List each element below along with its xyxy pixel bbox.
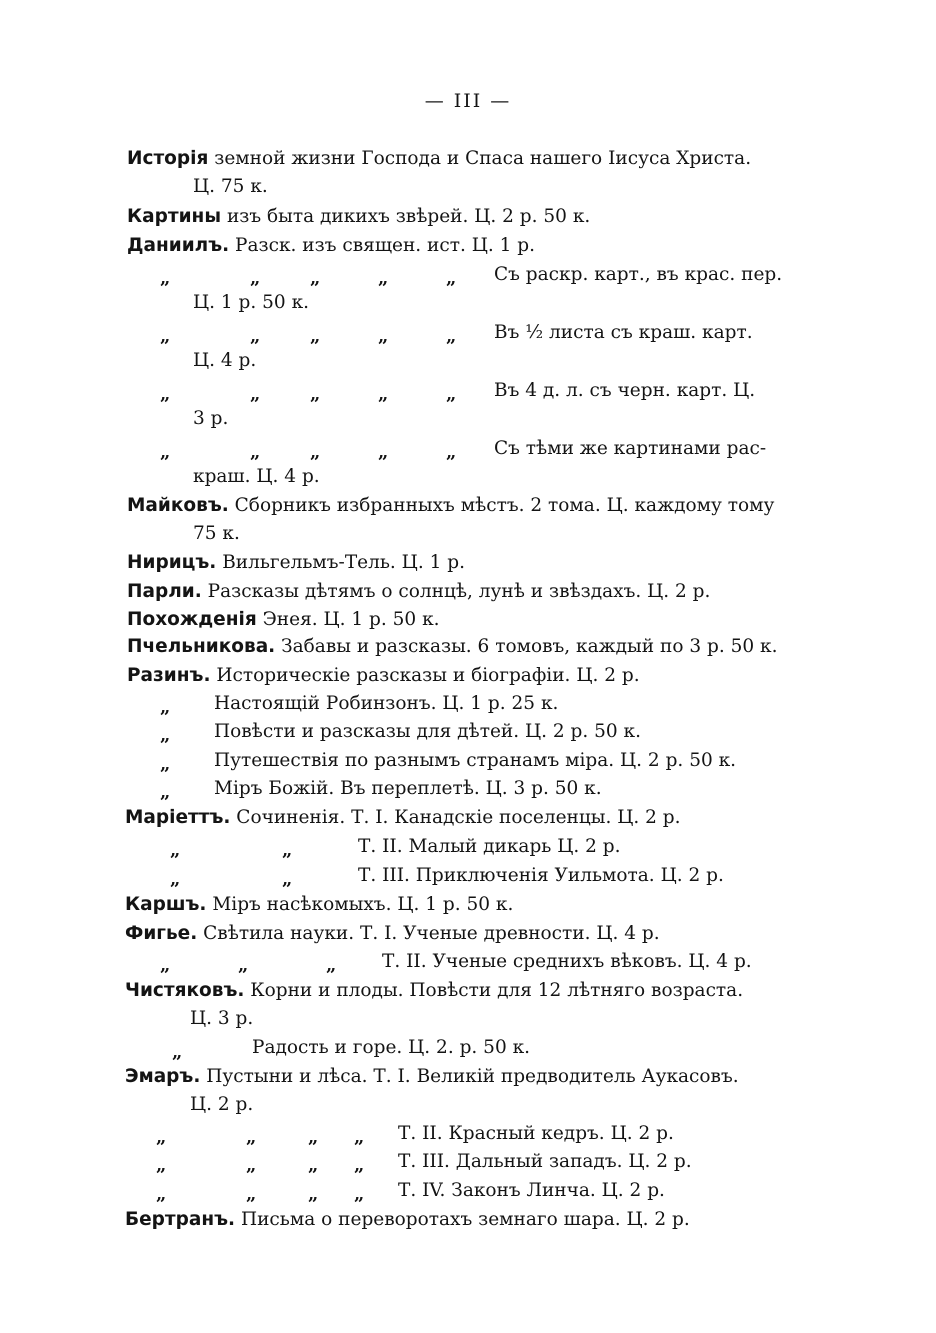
catalog-entry (127, 494, 774, 518)
catalog-entry (127, 580, 710, 604)
entry-text: Въ ½ листа съ краш. карт. (494, 322, 753, 343)
entry-author: Эмаръ. (125, 1066, 201, 1087)
ditto-mark: „ (446, 326, 457, 347)
ditto-mark: „ (160, 442, 171, 463)
ditto-mark: „ (310, 268, 321, 289)
ditto-mark: „ (354, 1127, 365, 1148)
entry-continuation: Ц. 4 р. (193, 350, 257, 371)
entry-text: Т. III. Приключенія Уильмота. Ц. 2 р. (358, 865, 724, 886)
ditto-mark: „ (378, 326, 389, 347)
ditto-mark: „ (172, 1042, 183, 1063)
ditto-mark: „ (446, 442, 457, 463)
ditto-mark: „ (250, 384, 261, 405)
ditto-mark: „ (250, 268, 261, 289)
entry-text: Вильгельмъ-Тель. Ц. 1 р. (222, 552, 465, 573)
catalog-entry (127, 664, 640, 688)
ditto-mark: „ (308, 1184, 319, 1205)
entry-author: Фигье. (125, 923, 198, 944)
ditto-mark: „ (308, 1155, 319, 1176)
entry-text: Т. II. Красный кедръ. Ц. 2 р. (398, 1123, 674, 1144)
entry-text: изъ быта дикихъ звѣрей. Ц. 2 р. 50 к. (226, 206, 591, 227)
ditto-mark: „ (446, 384, 457, 405)
entry-continuation: Ц. 1 р. 50 к. (193, 292, 310, 313)
entry-text: Т. III. Дальный западъ. Ц. 2 р. (398, 1151, 692, 1172)
entry-text: Сборникъ избранныхъ мѣстъ. 2 тома. Ц. каждому тому (234, 495, 775, 516)
entry-text: Забавы и разсказы. 6 томовъ, каждый по 3 р. 50 к. (281, 636, 778, 657)
catalog-entry (127, 147, 805, 171)
ditto-mark: „ (156, 1155, 167, 1176)
entry-text: Разсказы дѣтямъ о солнцѣ, лунѣ и звѣздахъ. Ц. 2 р. (207, 581, 711, 602)
entry-text: Сочиненія. Т. I. Канадскіе поселенцы. Ц. 2 р. (236, 807, 681, 828)
catalog-entry (127, 608, 440, 632)
entry-author: Даниилъ. (127, 235, 230, 256)
entry-text: Корни и плоды. Повѣсти для 12 лѣтняго возраста. (250, 980, 744, 1001)
entry-text: Разск. изъ священ. ист. Ц. 1 р. (235, 235, 536, 256)
catalog-entry (125, 979, 743, 1003)
ditto-mark: „ (354, 1155, 365, 1176)
entry-author: Чистяковъ. (125, 980, 245, 1001)
ditto-mark: „ (160, 268, 171, 289)
entry-author: Нирицъ. (127, 552, 217, 573)
entry-text: Настоящій Робинзонъ. Ц. 1 р. 25 к. (214, 693, 559, 714)
ditto-mark: „ (310, 442, 321, 463)
entry-author: Каршъ. (125, 894, 207, 915)
ditto-mark: „ (308, 1127, 319, 1148)
entry-author: Разинъ. (127, 665, 211, 686)
entry-text: Т. IV. Законъ Линча. Ц. 2 р. (398, 1180, 665, 1201)
entry-text: Радость и горе. Ц. 2. р. 50 к. (252, 1037, 531, 1058)
catalog-entry (125, 1208, 690, 1232)
ditto-mark: „ (170, 840, 181, 861)
entry-continuation: краш. Ц. 4 р. (193, 466, 320, 487)
ditto-mark: „ (326, 955, 337, 976)
ditto-mark: „ (446, 268, 457, 289)
catalog-entry (125, 893, 513, 917)
ditto-mark: „ (160, 326, 171, 347)
entry-text: Историческіе разсказы и біографіи. Ц. 2 р. (216, 665, 640, 686)
catalog-entry (127, 234, 535, 258)
entry-text: земной жизни Господа и Спаса нашего Іисуса Христа. (214, 148, 752, 169)
ditto-mark: „ (160, 725, 171, 746)
ditto-mark: „ (282, 869, 293, 890)
catalog-entry (125, 806, 681, 830)
entry-continuation: Ц. 3 р. (190, 1008, 254, 1029)
ditto-mark: „ (250, 326, 261, 347)
entry-continuation: Ц. 75 к. (193, 176, 268, 197)
entry-text: Т. II. Ученые среднихъ вѣковъ. Ц. 4 р. (382, 951, 752, 972)
ditto-mark: „ (378, 442, 389, 463)
entry-author: Майковъ. (127, 495, 229, 516)
ditto-mark: „ (310, 326, 321, 347)
entry-text: Съ тѣми же картинами рас- (494, 438, 767, 459)
entry-author: Бертранъ. (125, 1209, 236, 1230)
ditto-mark: „ (156, 1184, 167, 1205)
ditto-mark: „ (160, 754, 171, 775)
ditto-mark: „ (354, 1184, 365, 1205)
catalog-entry (127, 551, 465, 575)
entry-text: Повѣсти и разсказы для дѣтей. Ц. 2 р. 50 к. (214, 721, 641, 742)
entry-author: Парли. (127, 581, 202, 602)
entry-text: Свѣтила науки. Т. I. Ученые древности. Ц. 4 р. (203, 923, 660, 944)
entry-author: Исторія (127, 148, 209, 169)
ditto-mark: „ (378, 268, 389, 289)
ditto-mark: „ (170, 869, 181, 890)
ditto-mark: „ (246, 1155, 257, 1176)
entry-text: Пустыни и лѣса. Т. I. Великій предводитель Аукасовъ. (206, 1066, 739, 1087)
entry-text: Энея. Ц. 1 р. 50 к. (262, 609, 440, 630)
entry-author: Пчельникова. (127, 636, 276, 657)
ditto-mark: „ (378, 384, 389, 405)
ditto-mark: „ (310, 384, 321, 405)
entry-text: Въ 4 д. л. съ черн. карт. Ц. (494, 380, 756, 401)
ditto-mark: „ (160, 782, 171, 803)
entry-author: Маріеттъ. (125, 807, 231, 828)
page-number: — III — (424, 90, 512, 112)
ditto-mark: „ (246, 1127, 257, 1148)
entry-continuation: Ц. 2 р. (190, 1094, 254, 1115)
ditto-mark: „ (250, 442, 261, 463)
entry-author: Похожденія (127, 609, 257, 630)
entry-text: Съ раскр. карт., въ крас. пер. (494, 264, 783, 285)
catalog-entry (125, 1065, 739, 1089)
ditto-mark: „ (160, 384, 171, 405)
ditto-mark: „ (238, 955, 249, 976)
entry-text: Міръ насѣкомыхъ. Ц. 1 р. 50 к. (212, 894, 514, 915)
ditto-mark: „ (246, 1184, 257, 1205)
entry-text: Письма о переворотахъ земнаго шара. Ц. 2 р. (240, 1209, 690, 1230)
ditto-mark: „ (160, 955, 171, 976)
entry-text: Міръ Божій. Въ переплетѣ. Ц. 3 р. 50 к. (214, 778, 602, 799)
catalog-entry (127, 635, 777, 659)
ditto-mark: „ (156, 1127, 167, 1148)
entry-continuation: 3 р. (193, 408, 229, 429)
entry-author: Картины (127, 206, 222, 227)
catalog-entry (125, 922, 660, 946)
ditto-mark: „ (282, 840, 293, 861)
catalog-entry (127, 205, 590, 229)
ditto-mark: „ (160, 697, 171, 718)
entry-text: Т. II. Малый дикарь Ц. 2 р. (358, 836, 621, 857)
entry-text: Путешествія по разнымъ странамъ міра. Ц. 2 р. 50 к. (214, 750, 737, 771)
entry-continuation: 75 к. (193, 523, 240, 544)
